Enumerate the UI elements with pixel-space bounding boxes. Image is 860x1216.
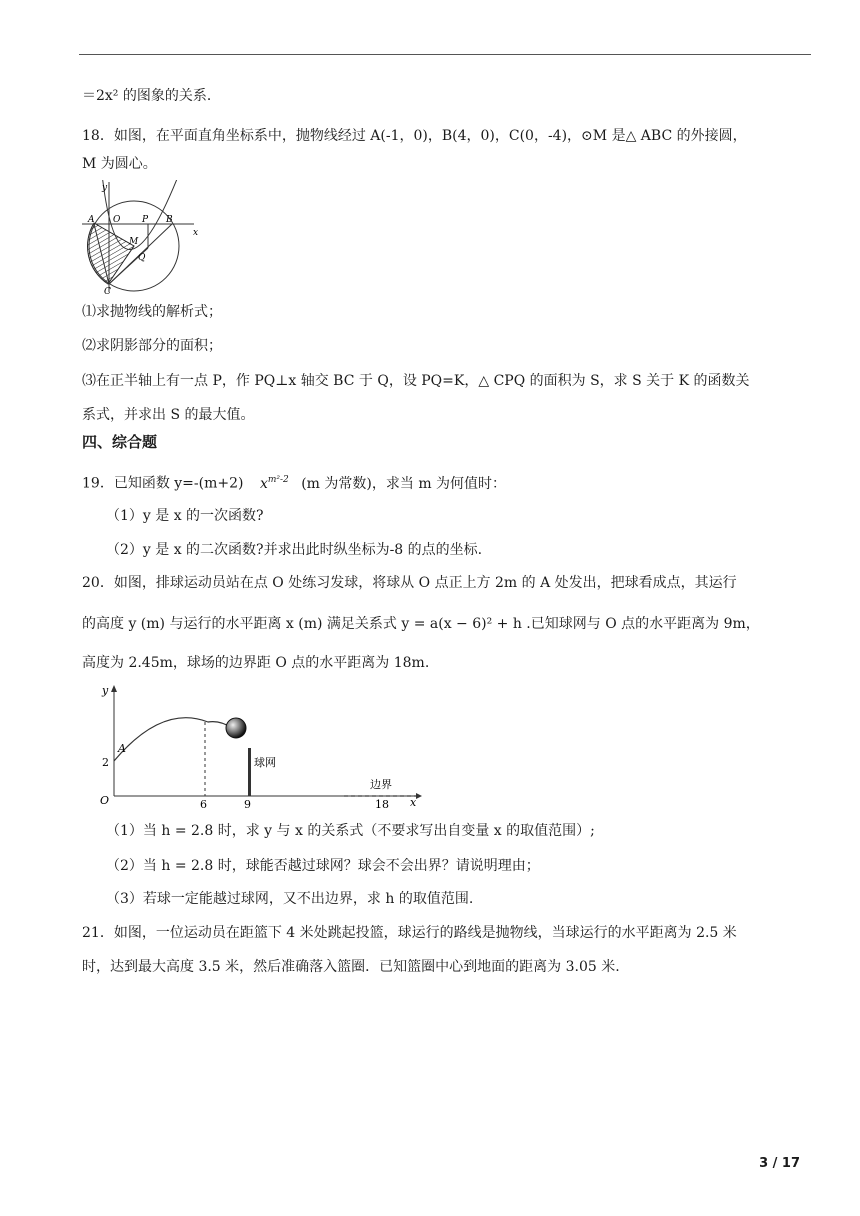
fig18-label-q: Q [138,253,146,263]
question-20-part-2: （2）当 h = 2.8 时，球能否越过球网？球会不会出界？请说明理由； [106,858,540,874]
fig18-label-m: M [129,237,139,247]
fig18-label-c: C [104,287,111,296]
fig18-label-y: y [102,183,108,193]
net-post [248,748,251,796]
fig20-label-y: y [102,684,109,697]
fig20-label-x: x [410,796,417,809]
page-number: 3 / 17 [759,1156,800,1171]
fig20-tick-2: 2 [102,756,109,769]
ball [226,718,246,738]
question-19-stem: 19．已知函数 y=-(m+2) $x^{m^2-2}$ (m 为常数)，求当 m 为何值时： [82,475,507,492]
question-18-part-3-cont: 系式，并求出 S 的最大值。 [82,407,255,423]
shaded-region [88,223,134,284]
header-rule [79,54,811,55]
figure-18 [80,180,204,296]
question-18-part-2: ⑵求阴影部分的面积； [82,338,222,354]
fig20-label-a: A [118,742,126,755]
fig20-label-boundary: 边界 [370,778,392,791]
question-18-stem: 18．如图，在平面直角坐标系中，抛物线经过 A(-1，0)，B(4，0)，C(0，-4)，⊙M 是△ ABC 的外接圆， [82,128,747,144]
question-19-stem-a: 19．已知函数 y=-(m+2) [82,475,244,492]
question-19-part-2: （2）y 是 x 的二次函数?并求出此时纵坐标为-8 的点的坐标. [106,542,483,558]
question-20-stem-end: 高度为 2.45m，球场的边界距 O 点的水平距离为 18m. [82,655,430,671]
fig20-tick-9: 9 [244,798,251,810]
section-heading: 四、综合题 [82,433,158,451]
question-19-part-1: （1）y 是 x 的一次函数? [106,508,264,524]
question-20-part-3: （3）若球一定能越过球网，又不出边界，求 h 的取值范围. [106,891,474,907]
fig18-label-x: x [193,228,199,238]
question-18-part-3: ⑶在正半轴上有一点 P，作 PQ⊥x 轴交 BC 于 Q，设 PQ=K，△ CPQ 的面积为 S，求 S 关于 K 的函数关 [82,373,750,389]
fig18-label-p: P [142,215,149,225]
fig20-tick-6: 6 [200,798,207,810]
question-20-part-1: （1）当 h = 2.8 时，求 y 与 x 的关系式（不要求写出自变量 x 的取值范围）; [106,823,595,839]
y-axis-arrow-icon [111,685,117,692]
question-21-stem-cont: 时，达到最大高度 3.5 米，然后准确落入篮圈．已知篮圈中心到地面的距离为 3.05 米. [82,959,620,975]
fig20-tick-18: 18 [375,798,389,810]
question-20-stem-cont: 的高度 y (m) 与运行的水平距离 x (m) 满足关系式 y = a(x − 6)² + h .已知球网与 O 点的水平距离为 9m， [82,616,760,632]
fig18-label-o: O [113,215,121,225]
fig20-label-o: O [100,794,110,807]
fig18-label-b: B [166,215,173,225]
x-axis-arrow-icon [416,793,422,799]
question-18-part-1: ⑴求抛物线的解析式； [82,304,222,320]
figure-20 [94,680,424,810]
fig18-label-a: A [88,215,95,225]
question-21-stem: 21．如图，一位运动员在距篮下 4 米处跳起投篮，球运行的路线是抛物线，当球运行的水平距离为 2.5 米 [82,925,737,941]
question-19-stem-b: (m 为常数)，求当 m 为何值时： [301,475,507,492]
text-line: ＝2x² 的图象的关系． [82,88,221,104]
question-20-stem: 20．如图，排球运动员站在点 O 处练习发球，将球从 O 点正上方 2m 的 A 处发出，把球看成点，其运行 [82,575,737,591]
ball-trajectory [114,718,232,761]
question-19-exponent: m²-2 [267,475,289,485]
fig20-label-net: 球网 [254,756,276,769]
question-18-stem-cont: M 为圆心。 [82,156,157,172]
